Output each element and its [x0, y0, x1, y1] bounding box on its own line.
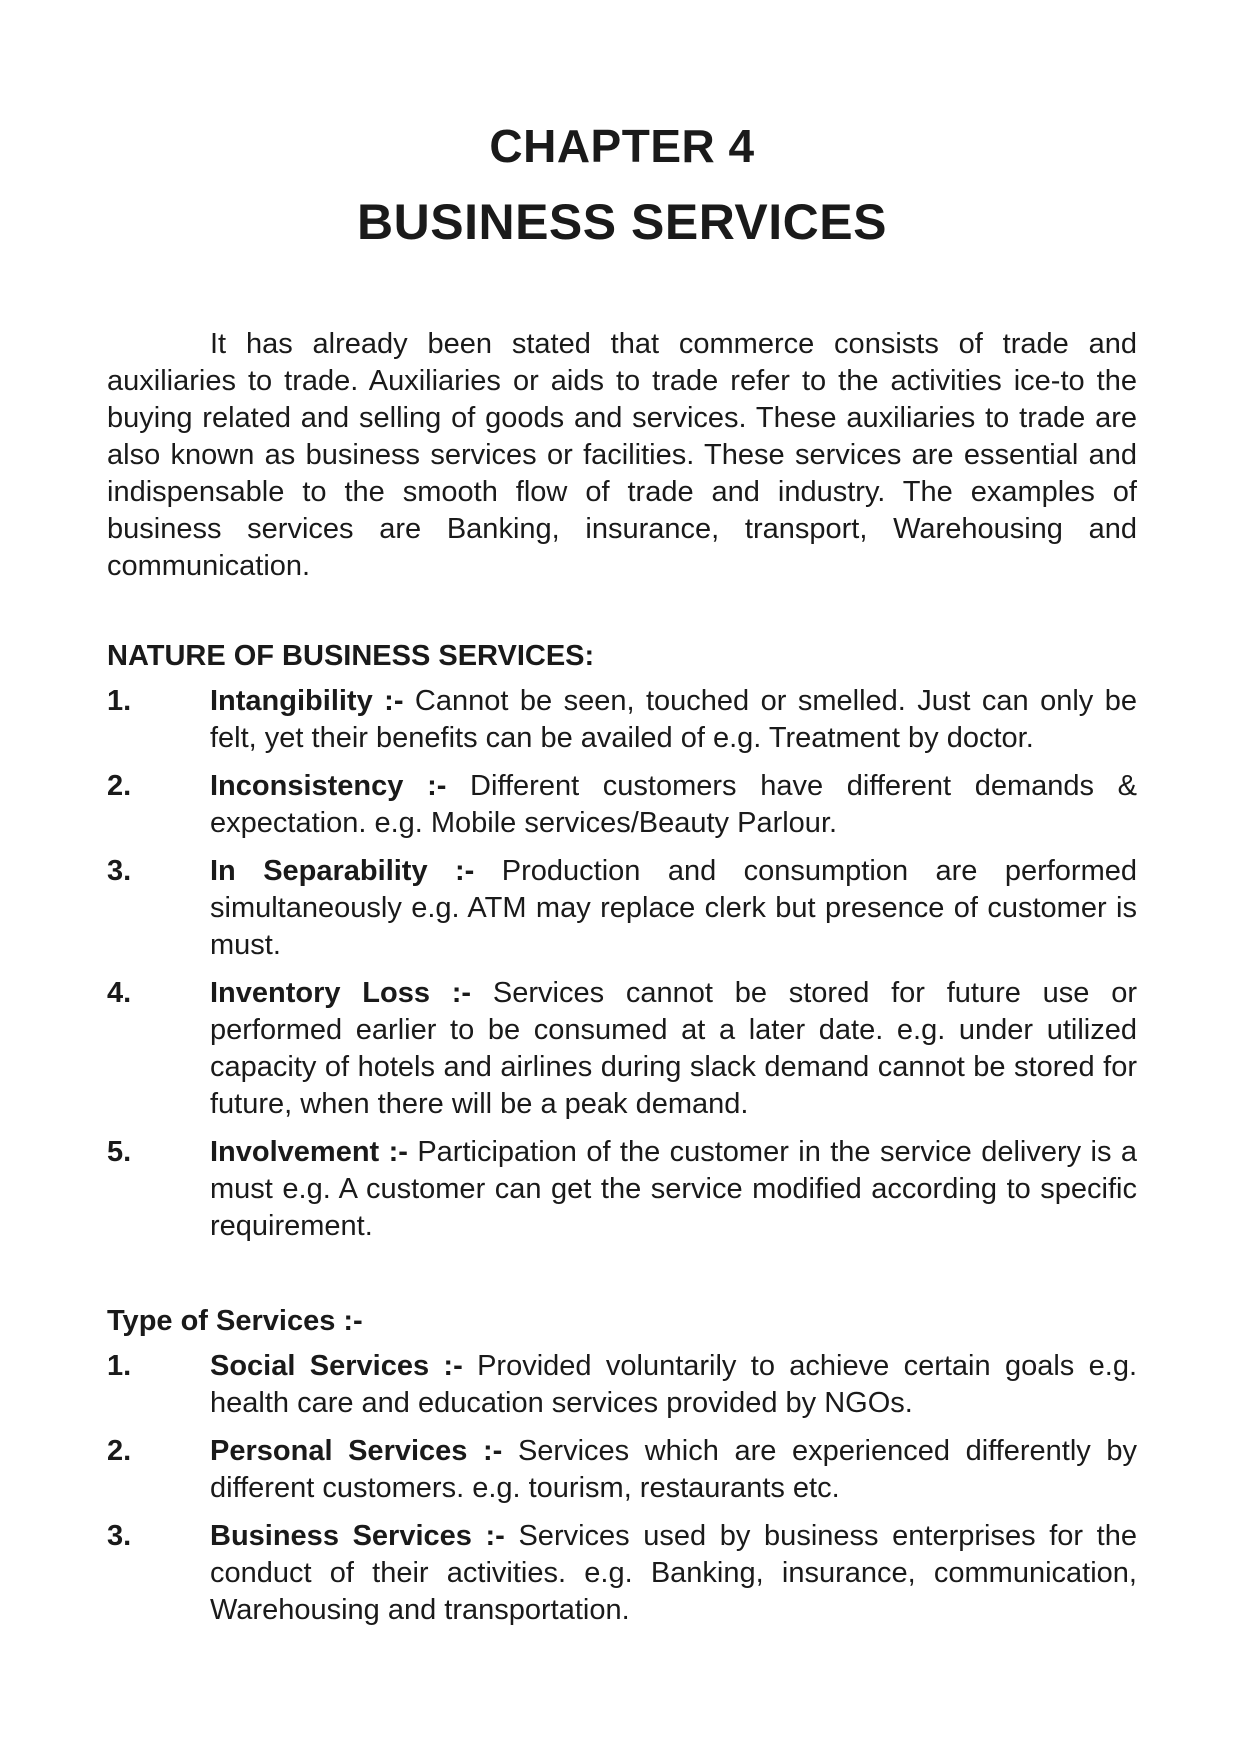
chapter-label: CHAPTER 4 — [489, 120, 755, 172]
types-list — [107, 1348, 1137, 1629]
item-body — [210, 1433, 1137, 1507]
item-text: Services cannot be stored for future use or performed earlier to be consumed at a later date. e.g. under utilized capacity of hotels and airlines during slack demand cannot be stored for future, when there will be a peak demand. — [210, 977, 1137, 1120]
page-title: BUSINESS SERVICES — [357, 194, 887, 250]
list-item — [107, 853, 1137, 964]
document-page — [107, 118, 1137, 1640]
item-term: Social Services :- — [210, 1350, 463, 1382]
item-body — [210, 853, 1137, 964]
item-term: Involvement :- — [210, 1136, 408, 1168]
nature-list — [107, 683, 1137, 1245]
list-item — [107, 1433, 1137, 1507]
item-body — [210, 1518, 1137, 1629]
item-number: 5. — [107, 1136, 132, 1168]
item-text: Services which are experienced differently by different customers. e.g. tourism, restaurants etc. — [210, 1435, 1137, 1504]
item-term: Personal Services :- — [210, 1435, 503, 1467]
list-item — [107, 975, 1137, 1123]
nature-heading: NATURE OF BUSINESS SERVICES: — [107, 640, 595, 672]
list-item — [107, 1134, 1137, 1245]
item-body — [210, 683, 1137, 757]
item-number: 2. — [107, 1435, 132, 1467]
item-number: 1. — [107, 1350, 132, 1382]
list-item — [107, 768, 1137, 842]
item-text: Different customers have different demands & expectation. e.g. Mobile services/Beauty Parlour. — [210, 770, 1137, 839]
item-number: 3. — [107, 1520, 132, 1552]
item-text: Participation of the customer in the service delivery is a must e.g. A customer can get the service modified according to specific requirement. — [210, 1136, 1138, 1242]
item-term: Intangibility :- — [210, 685, 404, 717]
item-term: Business Services :- — [210, 1520, 505, 1552]
item-term: Inventory Loss :- — [210, 977, 472, 1009]
item-number: 3. — [107, 855, 132, 887]
item-body — [210, 975, 1137, 1123]
list-item — [107, 683, 1137, 757]
item-body — [210, 1134, 1137, 1245]
list-item — [107, 1348, 1137, 1422]
item-text: Services used by business enterprises for the conduct of their activities. e.g. Banking, insurance, communication, Warehousing and transportation. — [210, 1520, 1138, 1626]
item-text: Provided voluntarily to achieve certain goals e.g. health care and education services provided by NGOs. — [210, 1350, 1138, 1419]
item-term: In Separability :- — [210, 855, 475, 887]
item-term: Inconsistency :- — [210, 770, 447, 802]
intro-paragraph: It has already been stated that commerce consists of trade and auxiliaries to trade. Auxiliaries or aids to trade refer to the activities ice-to the buying related and selling of goods and services. These auxiliaries to trade are also known as business services or facilities. These services are essential and indispensable to the smooth flow of trade and industry. The examples of business services are Banking, insurance, transport, Warehousing and communication. — [107, 328, 1137, 582]
item-text: Cannot be seen, touched or smelled. Just can only be felt, yet their benefits can be availed of e.g. Treatment by doctor. — [210, 685, 1138, 754]
item-number: 2. — [107, 770, 132, 802]
item-body — [210, 1348, 1137, 1422]
item-text: Production and consumption are performed simultaneously e.g. ATM may replace clerk but presence of customer is must. — [210, 855, 1137, 961]
list-item — [107, 1518, 1137, 1629]
item-body — [210, 768, 1137, 842]
item-number: 4. — [107, 977, 132, 1009]
item-number: 1. — [107, 685, 132, 717]
types-heading: Type of Services :- — [107, 1305, 363, 1337]
